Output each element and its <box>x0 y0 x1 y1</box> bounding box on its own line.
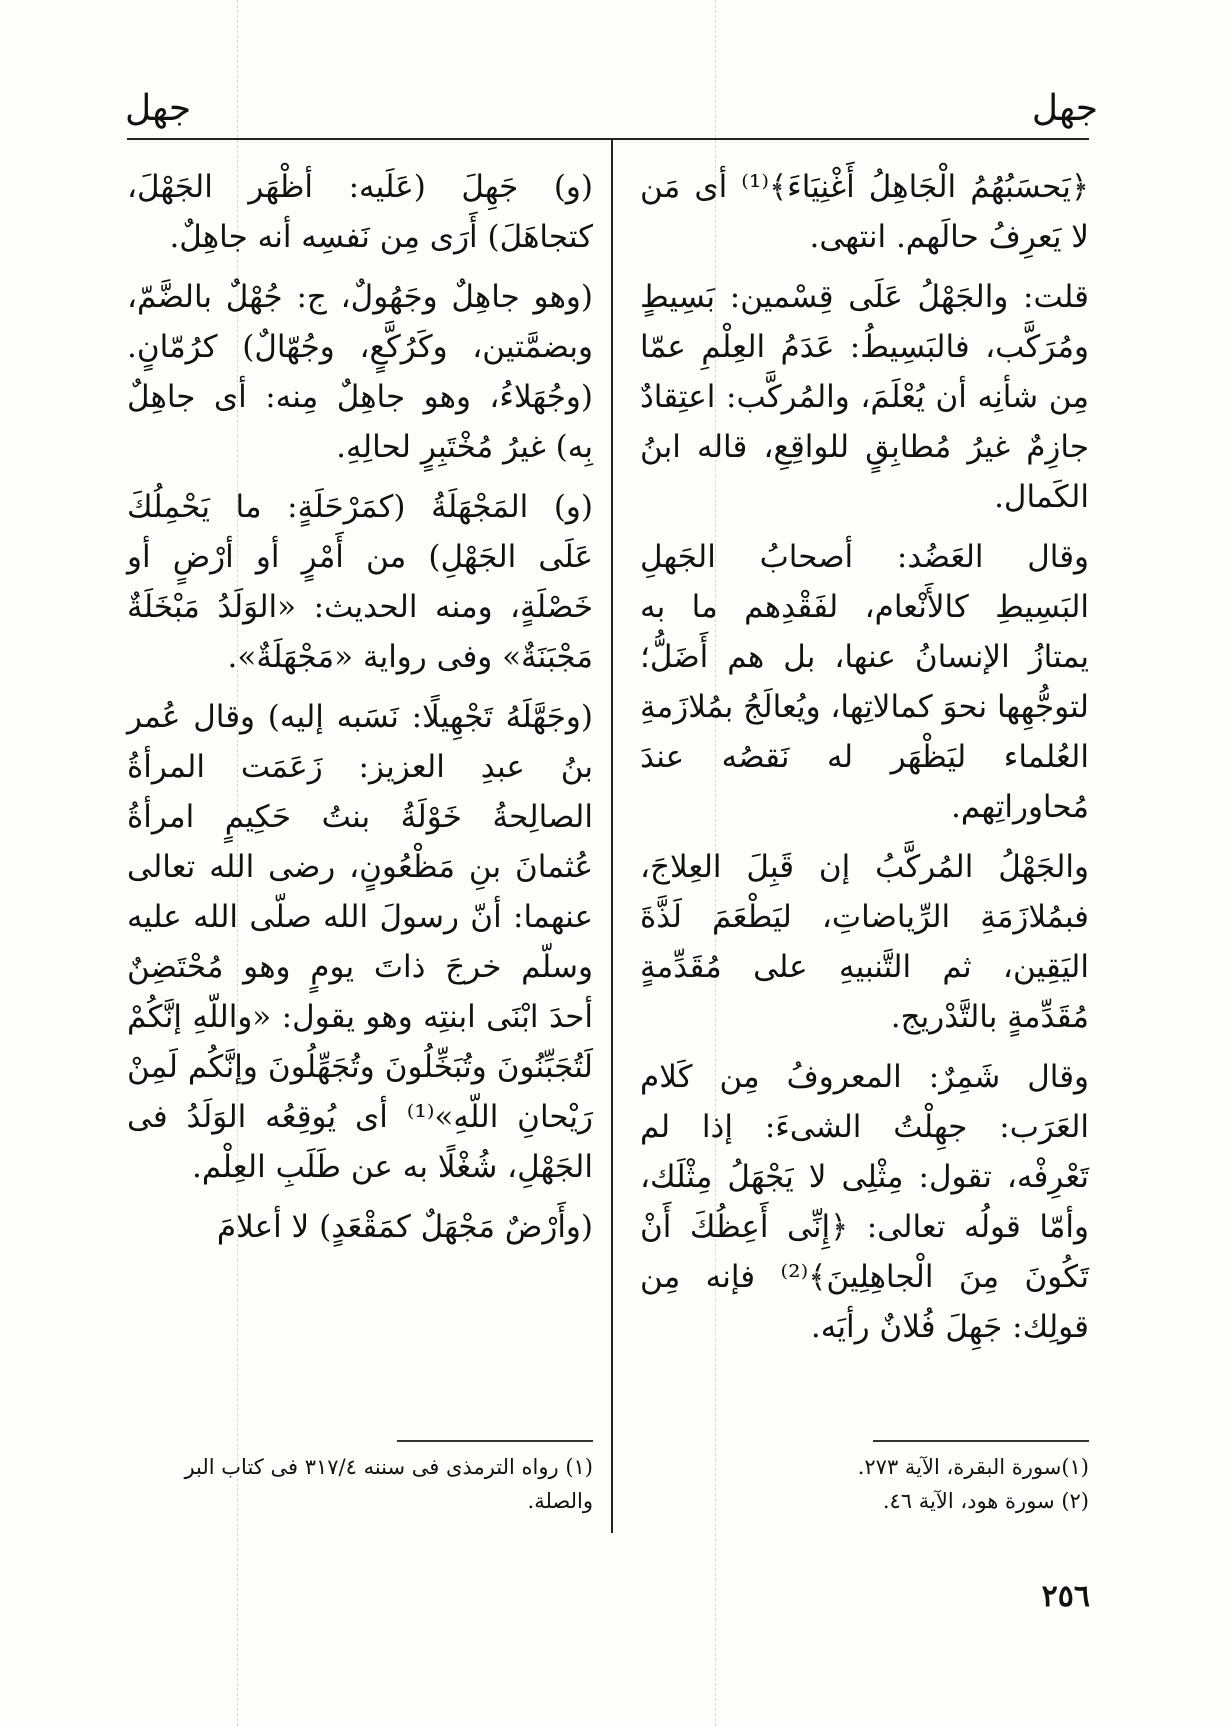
header-rule <box>127 138 1089 140</box>
text-column-left <box>127 162 593 1262</box>
footnote-rule-right <box>873 1440 1089 1442</box>
page-number: ٢٥٦ <box>1041 1579 1090 1614</box>
footnotes-left <box>127 1450 593 1518</box>
footnotes-right <box>850 1450 1089 1518</box>
footnote: (٢) سورة هود، الآية ٤٦. <box>882 1489 1089 1513</box>
paragraph: ﴿يَحسَبُهُمُ الْجَاهِلُ أَغْنِيَاءَ﴾⁽¹⁾ أى مَن لا يَعرِفُ حالَهم. انتهى. <box>640 169 1089 255</box>
paragraph: وقال شَمِرٌ: المعروفُ مِن كَلام العَرَب: جهِلْتُ الشىءَ: إذا لم تَعْرِفْه، تقول: مِثْلِى لا يَجْهَلُ مِثْلَك، وأمّا قولُه تعالى: ﴿إِنِّى أَعِظُكَ أَنْ تَكُونَ مِنَ الْجاهِلِينَ﴾⁽²⁾ فإنه مِن قولِك: جَهِلَ فُلانٌ رأيَه. <box>640 1059 1089 1345</box>
paragraph: والجَهْلُ المُركَّبُ إن قَبِلَ العِلاجَ، فبمُلازَمَةِ الرِّياضاتِ، ليَطْعَمَ لَذَّةَ اليَقِين، ثم التَّنبيهِ على مُقَدِّمةٍ مُقَدِّمةٍ بالتَّدْريج. <box>640 849 1089 1035</box>
paragraph: (وهو جاهِلٌ وجَهُولٌ، ج: جُهْلٌ بالضَّمّ، وبضمَّتين، وكَرُكَّعٍ، وجُهّالٌ) كرُمّانٍ. (وجُهَلاءُ، وهو جاهِلٌ مِنه: أى جاهِلٌ بِه) غيرُ مُخْتَبِرٍ لحالِهِ. <box>127 279 593 465</box>
footnote: (١)سورة البقرة، الآية ٢٧٣. <box>857 1455 1089 1479</box>
column-divider <box>611 140 613 1533</box>
text-column-right <box>640 162 1089 1362</box>
paragraph: قلت: والجَهْلُ عَلَى قِسْمين: بَسِيطٍ ومُرَكَّب، فالبَسِيطُ: عَدَمُ العِلْمِ عمّا مِن شأنِه أن يُعْلَمَ، والمُركَّب: اعتِقادٌ جازِمٌ غيرُ مُطابِقٍ للواقِعِ، قاله ابنُ الكَمال. <box>640 279 1089 515</box>
running-header-left: جهل <box>125 88 192 129</box>
paragraph: (وجَهَّلَهُ تَجْهِيلًا: نَسَبه إليه) وقال عُمر بنُ عبدِ العزيز: زَعَمَت المرأةُ الصالِحةُ خَوْلَةُ بنتُ حَكِيمٍ امرأةُ عُثمانَ بنِ مَظْعُونٍ، رضى الله تعالى عنهما: أنّ رسولَ الله صلّى الله عليه وسلّم خرجَ ذاتَ يومٍ وهو مُحْتَضِنٌ أحدَ ابْنَى ابنتِه وهو يقول: «واللّهِ إنَّكُمْ لَتُجَبِّنُونَ وتُبَخِّلُونَ وتُجَهِّلُونَ وإنَّكُم لَمِنْ رَيْحانِ اللّهِ»⁽¹⁾ أى يُوقِعُه الوَلَدُ فى الجَهْلِ، شُغْلًا به عن طَلَبِ العِلْم. <box>127 699 594 1185</box>
running-header-right: جهل <box>1031 88 1098 129</box>
paragraph: (و) المَجْهَلَةُ (كمَرْحَلَةٍ: ما يَحْمِلُكَ عَلَى الجَهْلِ) من أَمْرٍ أو أرْضٍ أو خَصْلَةٍ، ومنه الحديث: «الوَلَدُ مَبْخَلَةٌ مَجْبَنَةٌ» وفى رواية «مَجْهَلَةٌ». <box>127 489 593 675</box>
footnote-rule-left <box>397 1440 593 1442</box>
paragraph: (وأَرْضٌ مَجْهَلٌ كمَقْعَدٍ) لا أعلامَ <box>216 1209 593 1245</box>
paragraph: (و) جَهِلَ (عَلَيه: أظْهَر الجَهْلَ، كتجاهَلَ) أَرَى مِن نَفسِه أنه جاهِلٌ. <box>127 169 593 255</box>
paragraph: وقال العَضُد: أصحابُ الجَهلِ البَسِيطِ كالأَنْعام، لفَقْدِهم ما به يمتازُ الإنسانُ عنها، بل هم أَضَلُّ؛ لتوجُّهِها نحوَ كمالاتِها، ويُعالَجُ بمُلازَمةِ العُلماء ليَظْهَر له نَقصُه عندَ مُحاوراتِهم. <box>640 539 1089 825</box>
footnote: (١) رواه الترمذى فى سننه ٣١٧/٤ فى كتاب البر والصلة. <box>184 1455 593 1513</box>
